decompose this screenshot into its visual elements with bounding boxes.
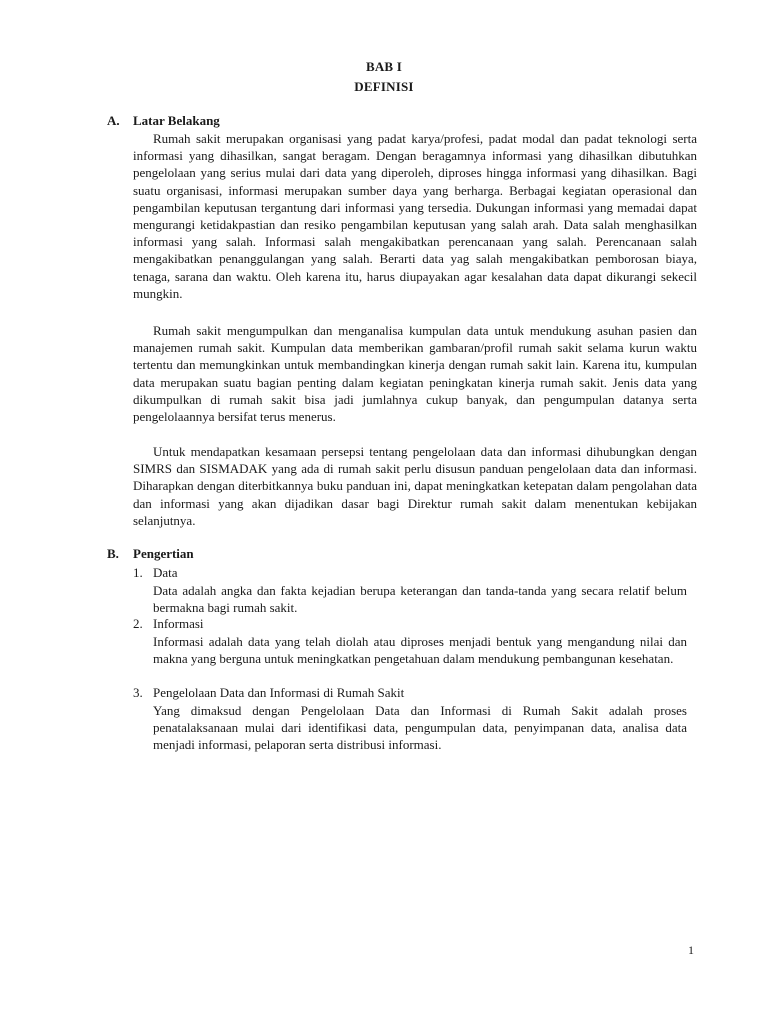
item-2-body: Informasi adalah data yang telah diolah atau diproses menjadi bentuk yang mengandung nilai dan makna yang berguna untuk meningkatkan pengetahuan dalam mendukung pembangunan kesehatan. bbox=[153, 634, 687, 667]
section-b-title: Pengertian bbox=[133, 546, 194, 561]
item-1-number: 1. bbox=[133, 565, 143, 580]
page-number: 1 bbox=[688, 943, 694, 957]
item-1-title: Data bbox=[153, 565, 178, 580]
section-a-paragraph-3: Untuk mendapatkan kesamaan persepsi tentang pengelolaan data dan informasi dihubungkan dengan SIMRS dan SISMADAK yang ada di rumah sakit perlu disusun panduan pengelolaan data dan informasi. Diharapkan dengan diterbitkannya buku panduan ini, dapat meningkatkan ketepatan dalam pengolahan data dan informasi yang akan dijadikan dasar bagi Direktur rumah sakit dalam menentukan kebijakan selanjutnya. bbox=[133, 444, 697, 528]
section-a-title: Latar Belakang bbox=[133, 113, 220, 128]
chapter-subtitle: DEFINISI bbox=[354, 79, 414, 94]
section-a-paragraph-1: Rumah sakit merupakan organisasi yang padat karya/profesi, padat modal dan padat teknologi serta informasi yang dihasilkan, sangat beragam. Dengan beragamnya informasi yang dihasilkan dibutuhkan pengelolaan yang serius mulai dari data yang diperoleh, diproses hingga informasi yang dihasilkan. Bagi suatu organisasi, informasi merupakan sumber daya yang berharga. Berbagai kegiatan operasional dan pengambilan keputusan tergantung dari informasi yang tersedia. Dukungan informasi yang memadai dapat mengurangi ketidakpastian dan resiko pengambilan keputusan yang salah arah. Data salah menghasilkan informasi yang salah. Informasi salah mengakibatkan perencanaan yang salah. Perencanaan salah mengakibatkan penanggulangan yang salah. Berarti data yag salah mengakibatkan pemborosan biaya, tenaga, sarana dan waktu. Oleh karena itu, harus diupayakan agar kesalahan data dapat dikurangi sekecil mungkin. bbox=[133, 131, 697, 301]
item-3-title: Pengelolaan Data dan Informasi di Rumah Sakit bbox=[153, 685, 405, 700]
section-a-paragraph-2: Rumah sakit mengumpulkan dan menganalisa kumpulan data untuk mendukung asuhan pasien dan manajemen rumah sakit. Kumpulan data memberikan gambaran/profil rumah sakit selama kurun waktu tertentu dan memungkinkan untuk membandingkan kinerja dengan rumah sakit lain. Karena itu, kumpulan data merupakan suatu bagian penting dalam kegiatan peningkatan kinerja rumah sakit. Jenis data yang dikumpulkan di rumah sakit bisa jadi jumlahnya cukup banyak, dan pengumpulan datanya serta pengelolaannya bersifat terus menerus. bbox=[133, 323, 697, 425]
chapter-title: BAB I bbox=[365, 59, 403, 74]
item-2-title: Informasi bbox=[153, 616, 204, 631]
item-1-body: Data adalah angka dan fakta kejadian berupa keterangan dan tanda-tanda yang secara relatif belum bermakna bagi rumah sakit. bbox=[153, 583, 687, 616]
item-3-body: Yang dimaksud dengan Pengelolaan Data dan Informasi di Rumah Sakit adalah proses penatalaksanaan mulai dari identifikasi data, pengumpulan data, penyimpanan data, analisa data menjadi informasi, pelaporan serta distribusi informasi. bbox=[153, 703, 687, 753]
item-3-number: 3. bbox=[133, 685, 143, 700]
section-b-letter: B. bbox=[107, 546, 119, 561]
section-a-letter: A. bbox=[107, 113, 120, 128]
item-2-number: 2. bbox=[133, 616, 143, 631]
